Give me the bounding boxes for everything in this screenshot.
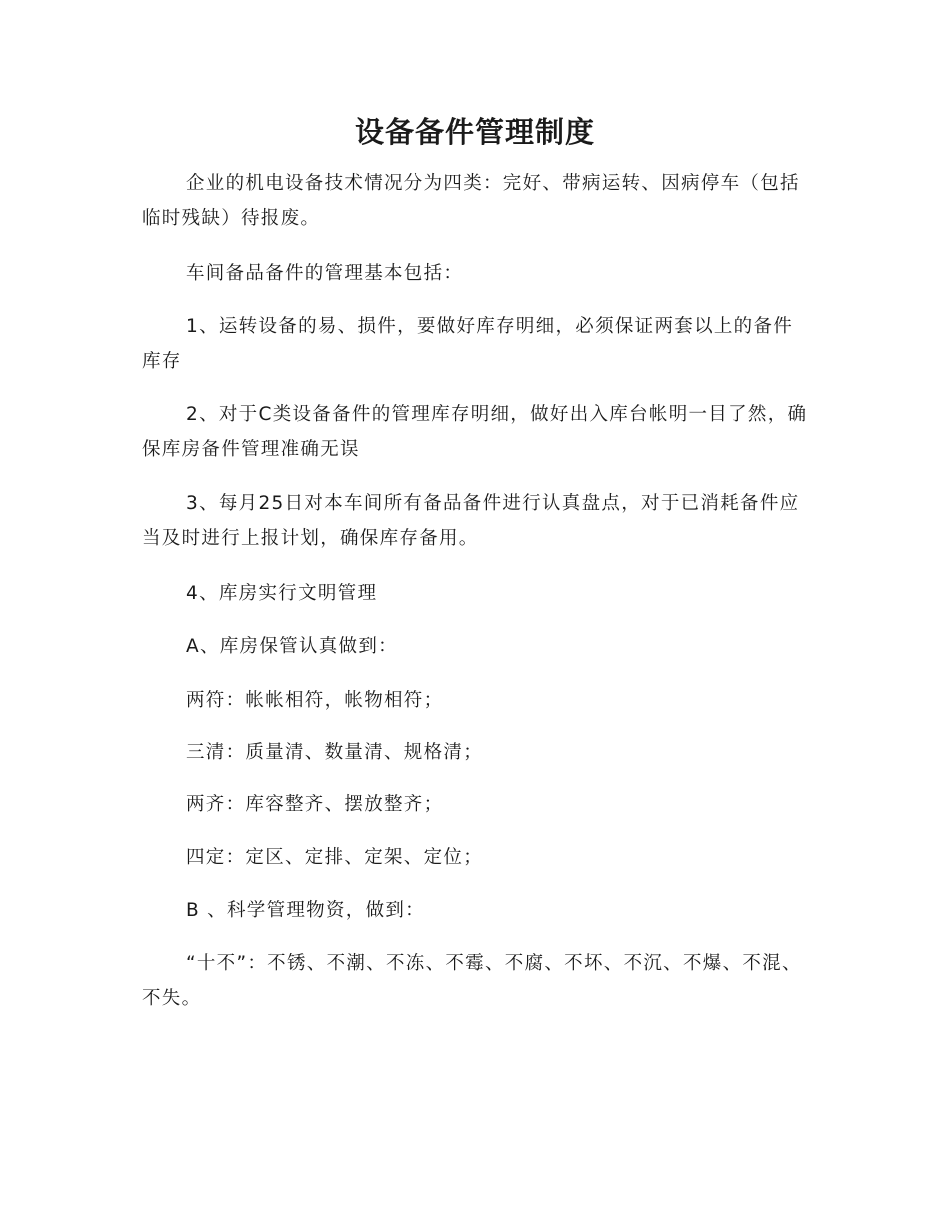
paragraph-four-fixed: 四定：定区、定排、定架、定位； — [186, 847, 484, 868]
paragraph-ten-nots: “十不”：不锈、不潮、不冻、不霉、不腐、不坏、不沉、不爆、不混、不失。 — [142, 953, 802, 1009]
paragraph-two-match: 两符：帐帐相符，帐物相符； — [186, 690, 444, 711]
paragraph-management-intro: 车间备品备件的管理基本包括： — [186, 263, 464, 284]
paragraph-item-1: 1、运转设备的易、损件，要做好库存明细，必须保证两套以上的备件库存 — [142, 316, 794, 372]
page-title: 设备备件管理制度 — [354, 115, 595, 149]
paragraph-item-2: 2、对于C类设备备件的管理库存明细，做好出入库台帐明一目了然，确保库房备件管理准确无误 — [142, 404, 808, 460]
paragraph-section-a: A、库房保管认真做到： — [186, 636, 398, 657]
paragraph-equipment-status: 企业的机电设备技术情况分为四类：完好、带病运转、因病停车（包括临时残缺）待报废。 — [142, 173, 800, 229]
paragraph-two-neat: 两齐：库容整齐、摆放整齐； — [186, 794, 444, 815]
paragraph-item-3: 3、每月25日对本车间所有备品备件进行认真盘点，对于已消耗备件应当及时进行上报计划，确保库存备用。 — [142, 493, 800, 549]
paragraph-item-4: 4、库房实行文明管理 — [186, 583, 378, 604]
paragraph-three-clear: 三清：质量清、数量清、规格清； — [186, 742, 484, 763]
paragraph-section-b: B 、科学管理物资，做到： — [186, 900, 425, 921]
